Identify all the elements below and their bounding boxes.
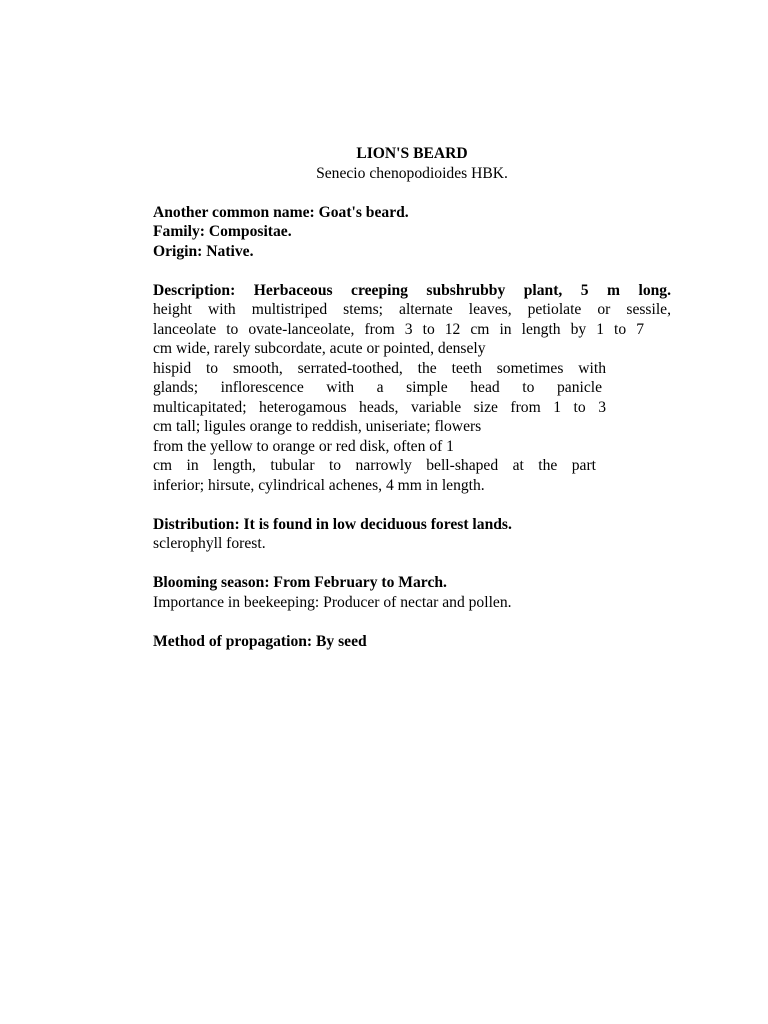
distribution-text: sclerophyll forest. [153, 535, 266, 552]
description-line: cm tall; ligules orange to reddish, uniseriate; flowers [153, 418, 482, 435]
spacer [153, 612, 671, 632]
description-paragraph [153, 281, 671, 496]
description-line: cm in length, tubular to narrowly bell-shaped at the part [153, 457, 596, 474]
spacer [153, 495, 671, 515]
spacer [153, 183, 671, 203]
scientific-name: Senecio chenopodioides HBK. [316, 164, 508, 182]
description-line: inferior; hirsute, cylindrical achenes, 4 mm in length. [153, 476, 485, 494]
distribution-heading: Distribution: It is found in low deciduous forest lands. [153, 515, 512, 533]
description-line: from the yellow to orange or red disk, often of 1 [153, 437, 454, 455]
description-line: height with multistriped stems; alternate leaves, petiolate or sessile, [153, 301, 671, 318]
common-name-line: Another common name: Goat's beard. [153, 203, 409, 221]
propagation-heading: Method of propagation: By seed [153, 632, 367, 650]
description-line: glands; inflorescence with a simple head to panicle [153, 379, 602, 396]
document-page [153, 144, 671, 651]
description-line: lanceolate to ovate-lanceolate, from 3 to 12 cm in length by 1 to 7 [153, 320, 644, 338]
family-line: Family: Compositae. [153, 223, 292, 240]
document-title: LION'S BEARD [356, 145, 468, 162]
description-heading: Description: Herbaceous creeping subshrubby plant, 5 m long. [153, 281, 671, 299]
beekeeping-text: Importance in beekeeping: Producer of nectar and pollen. [153, 593, 512, 611]
description-line: multicapitated; heterogamous heads, variable size from 1 to 3 [153, 398, 606, 416]
origin-line: Origin: Native. [153, 242, 254, 260]
spacer [153, 261, 671, 281]
spacer [153, 554, 671, 574]
description-line: hispid to smooth, serrated-toothed, the teeth sometimes with [153, 359, 606, 377]
description-line: cm wide, rarely subcordate, acute or pointed, densely [153, 340, 486, 357]
blooming-heading: Blooming season: From February to March. [153, 574, 447, 591]
